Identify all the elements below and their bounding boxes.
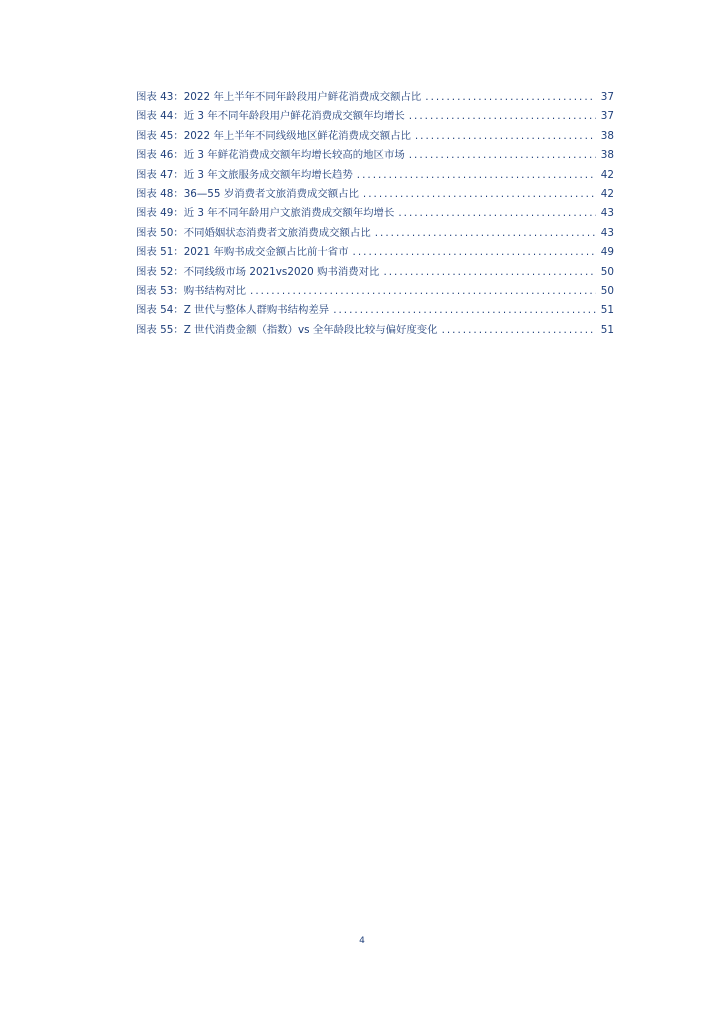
toc-dot-leader (415, 127, 596, 146)
toc-entry-page: 37 (600, 110, 614, 123)
toc-entry[interactable] (136, 321, 614, 340)
toc-dot-leader (375, 224, 596, 243)
toc-entry-title: 图表 48：36—55 岁消费者文旅消费成交额占比 (136, 187, 359, 200)
toc-entry[interactable] (136, 282, 614, 301)
toc-entry[interactable] (136, 185, 614, 204)
toc-entry-page: 43 (600, 226, 614, 239)
toc-dot-leader (353, 243, 596, 262)
toc-entry[interactable] (136, 243, 614, 262)
toc-dot-leader (398, 204, 596, 223)
toc-entry-page: 38 (600, 129, 614, 142)
toc-entry-page: 51 (600, 304, 614, 317)
toc-entry-page: 37 (600, 91, 614, 103)
toc-dot-leader (383, 263, 596, 282)
toc-entry[interactable] (136, 146, 614, 165)
toc-entry-title: 图表 43：2022 年上半年不同年龄段用户鲜花消费成交额占比 (136, 91, 422, 103)
toc-entry[interactable] (136, 166, 614, 185)
toc-dot-leader (363, 185, 596, 204)
toc-entry-page: 51 (600, 323, 614, 336)
toc-entry-page: 43 (600, 207, 614, 220)
toc-entry-title: 图表 47：近 3 年文旅服务成交额年均增长趋势 (136, 168, 353, 181)
toc-entry-title: 图表 45：2022 年上半年不同线级地区鲜花消费成交额占比 (136, 129, 411, 142)
toc-entry-title: 图表 49：近 3 年不同年龄用户文旅消费成交额年均增长 (136, 207, 395, 220)
toc-entry[interactable] (136, 88, 614, 107)
toc-entry-page: 42 (600, 168, 614, 181)
toc-dot-leader (409, 146, 596, 165)
toc-entry-title: 图表 50：不同婚姻状态消费者文旅消费成交额占比 (136, 226, 371, 239)
toc-entry-title: 图表 53：购书结构对比 (136, 284, 247, 297)
toc-entry[interactable] (136, 107, 614, 126)
toc-entry-title: 图表 44：近 3 年不同年龄段用户鲜花消费成交额年均增长 (136, 110, 405, 123)
toc-entry-page: 38 (600, 149, 614, 162)
toc-dot-leader (333, 301, 596, 320)
toc-dot-leader (357, 166, 596, 185)
toc-entry[interactable] (136, 301, 614, 320)
toc-entry[interactable] (136, 224, 614, 243)
page-number: 4 (359, 936, 365, 946)
toc-entry[interactable] (136, 127, 614, 146)
toc-entry-title: 图表 55：Z 世代消费金额（指数）vs 全年龄段比较与偏好度变化 (136, 323, 438, 336)
toc-dot-leader (409, 107, 596, 126)
toc-entry-title: 图表 52：不同线级市场 2021vs2020 购书消费对比 (136, 265, 380, 278)
toc-dot-leader (442, 321, 596, 340)
toc-dot-leader (425, 88, 596, 107)
toc-entry-title: 图表 51：2021 年购书成交金额占比前十省市 (136, 246, 349, 259)
toc-entry-title: 图表 46：近 3 年鲜花消费成交额年均增长较高的地区市场 (136, 149, 405, 162)
toc-entry[interactable] (136, 204, 614, 223)
toc-dot-leader (250, 282, 596, 301)
toc-entry-page: 49 (600, 246, 614, 259)
toc-entry-page: 50 (600, 284, 614, 297)
toc-entry[interactable] (136, 263, 614, 282)
toc-entry-page: 42 (600, 187, 614, 200)
table-of-figures (136, 88, 614, 340)
toc-entry-page: 50 (600, 265, 614, 278)
toc-entry-title: 图表 54：Z 世代与整体人群购书结构差异 (136, 304, 330, 317)
